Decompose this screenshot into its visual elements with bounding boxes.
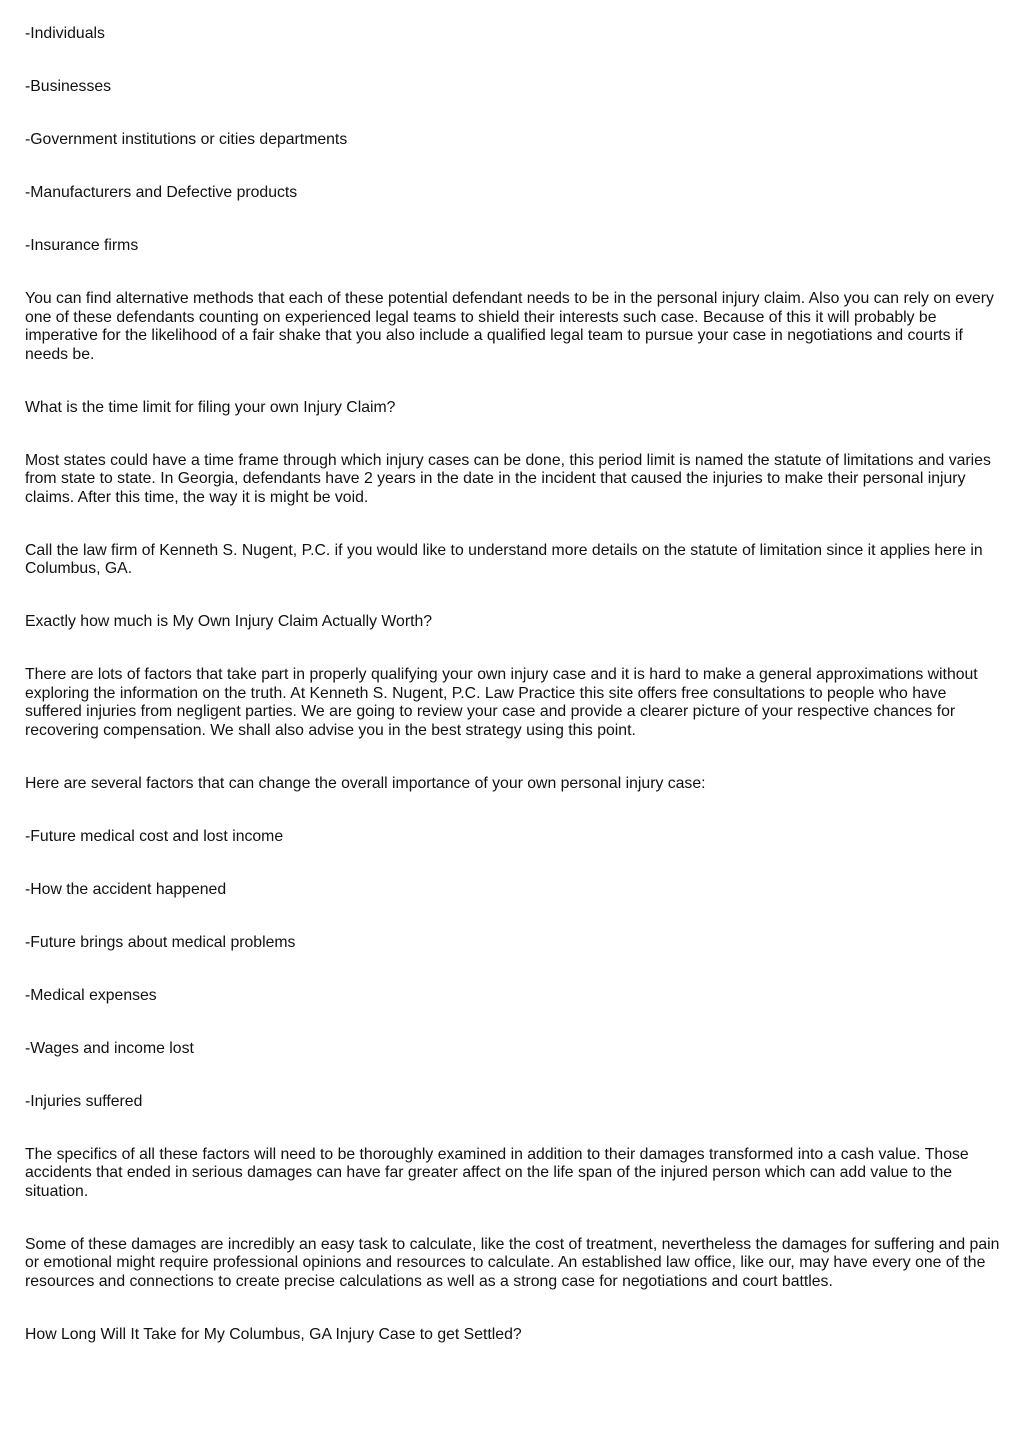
paragraph-specifics: The specifics of all these factors will need to be thoroughly examined in addition to their damages transformed into a cash value. Those accidents that ended in serious damages can have far greater affect on the life span of the injured person which can add value to the situation. xyxy=(25,1145,969,1200)
paragraph-damages: Some of these damages are incredibly an easy task to calculate, like the cost of treatment, nevertheless the damages for suffering and pain or emotional might require professional opinions and resources to calculate. An established law office, like our, may have every one of the resources and connections to create precise calculations as well as a strong case for negotiations and court battles. xyxy=(25,1235,1000,1290)
paragraph-factors-intro: Here are several factors that can change the overall importance of your own personal injury case: xyxy=(25,774,706,792)
list-item-future-problems: -Future brings about medical problems xyxy=(25,933,296,951)
list-item-wages: -Wages and income lost xyxy=(25,1039,194,1057)
list-item-injuries: -Injuries suffered xyxy=(25,1092,143,1110)
document-page xyxy=(25,25,1005,1379)
list-item-future-medical-cost: -Future medical cost and lost income xyxy=(25,827,284,845)
list-item-individuals: -Individuals xyxy=(25,25,105,42)
paragraph-call-law-firm: Call the law firm of Kenneth S. Nugent, P.C. if you would like to understand more details on the statute of limitation since it applies here in Columbus, GA. xyxy=(25,541,983,577)
heading-time-limit: What is the time limit for filing your own Injury Claim? xyxy=(25,398,396,416)
paragraph-defendants: You can find alternative methods that each of these potential defendant needs to be in the personal injury claim. Also you can rely on every one of these defendants counting on experienced legal teams to shield their interests such case. Because of this it will probably be imperative for the likelihood of a fair shake that you also include a qualified legal team to pursue your case in negotiations and courts if needs be. xyxy=(25,290,994,363)
heading-claim-worth: Exactly how much is My Own Injury Claim Actually Worth? xyxy=(25,613,433,630)
paragraph-statute: Most states could have a time frame through which injury cases can be done, this period limit is named the statute of limitations and varies from state to state. In Georgia, defendants have 2 years in the date in the incident that caused the injuries to make their personal injury claims. After this time, the way it is might be void. xyxy=(25,451,991,506)
list-item-insurance: -Insurance firms xyxy=(25,237,139,254)
list-item-medical-expenses: -Medical expenses xyxy=(25,986,157,1004)
list-item-government: -Government institutions or cities departments xyxy=(25,131,348,148)
heading-settlement-time: How Long Will It Take for My Columbus, GA Injury Case to get Settled? xyxy=(25,1325,522,1343)
list-item-businesses: -Businesses xyxy=(25,78,112,95)
list-item-manufacturers: -Manufacturers and Defective products xyxy=(25,184,298,201)
paragraph-factors: There are lots of factors that take part in properly qualifying your own injury case and it is hard to make a general approximations without exploring the information on the truth. At Kenneth S. Nugent, P.C. Law Practice this site offers free consultations to people who have suffered injuries from negligent parties. We are going to review your case and provide a clearer picture of your respective chances for recovering compensation. We shall also advise you in the best strategy using this point. xyxy=(25,666,978,739)
list-item-accident: -How the accident happened xyxy=(25,880,227,898)
